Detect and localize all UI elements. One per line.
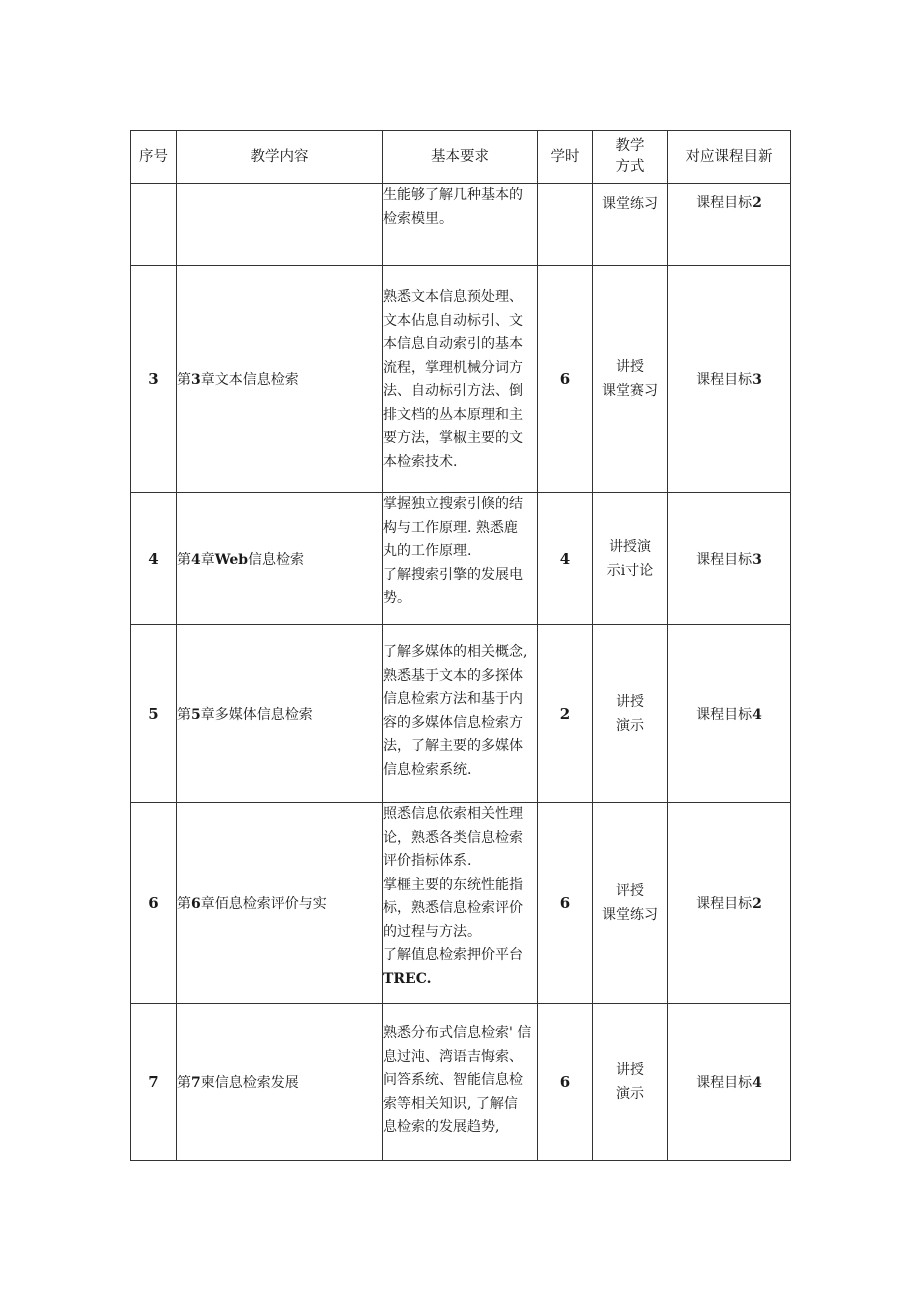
chapter-num: 4 <box>191 551 201 568</box>
requirement-line: TREC. <box>383 970 432 987</box>
requirement-line: 流程，掌理机械分词方 <box>383 359 523 376</box>
syllabus-table <box>130 130 791 1161</box>
requirement-line: 信息检索方法和基于内 <box>383 691 523 707</box>
header-goal: 对应课程目新 <box>668 131 791 184</box>
chapter-num: 6 <box>191 896 201 912</box>
row-requirements <box>383 266 538 493</box>
header-requirements: 基本要求 <box>383 131 538 184</box>
chapter-prefix: 第 <box>177 896 191 912</box>
requirement-line: 的过程与方法。 <box>383 923 481 940</box>
method-line: 示i寸论 <box>606 562 654 579</box>
chapter-prefix: 第 <box>177 372 191 388</box>
requirement-line: 要方法，掌椒主要的文 <box>383 430 523 446</box>
chapter-mid: 章 <box>200 706 215 723</box>
row-content <box>177 1004 383 1161</box>
row-seq: 3 <box>131 266 177 493</box>
row-requirements <box>383 803 538 1004</box>
table-row <box>131 1004 791 1161</box>
row-seq: 4 <box>131 493 177 625</box>
row-content <box>177 625 383 803</box>
requirement-line: 排文档的丛本原理和主 <box>383 406 523 423</box>
chapter-prefix: 第 <box>177 706 191 723</box>
row-requirements <box>383 184 538 266</box>
row-seq: 7 <box>131 1004 177 1161</box>
header-method-line: 教学 <box>615 138 645 154</box>
row-content <box>177 493 383 625</box>
method-line: 讲授 <box>616 359 644 375</box>
row-hours: 6 <box>538 266 593 493</box>
requirement-line: 本检索技术. <box>383 453 458 470</box>
chapter-prefix: 第 <box>177 551 191 568</box>
header-method-line: 方式 <box>615 159 645 175</box>
requirement-line: 标，熟悉信息检索评价 <box>383 900 523 916</box>
row-content <box>177 266 383 493</box>
requirement-line: 信息检索系统. <box>383 761 472 778</box>
header-content: 教学内容 <box>177 131 383 184</box>
requirement-line: 熟悉基于文本的多探体 <box>383 667 523 684</box>
row-method <box>593 266 668 493</box>
requirement-line: 息检索的发展趋势, <box>383 1119 500 1135</box>
row-method <box>593 803 668 1004</box>
row-requirements <box>383 625 538 803</box>
chapter-title: 文本信息检索 <box>214 372 299 388</box>
chapter-title: 佰息检索评价与实 <box>214 896 327 912</box>
chapter-mid: 章 <box>200 372 215 388</box>
goal-text: 课程目标 <box>696 195 753 211</box>
table-row <box>131 184 791 266</box>
table-row <box>131 625 791 803</box>
chapter-num: 5 <box>191 706 201 723</box>
row-goal <box>668 803 791 1004</box>
row-seq: 6 <box>131 803 177 1004</box>
row-method <box>593 184 668 266</box>
row-method <box>593 625 668 803</box>
row-goal <box>668 625 791 803</box>
requirement-line: 生能够了解几种基本的 <box>383 187 523 203</box>
chapter-latin: Web <box>214 551 249 568</box>
row-seq <box>131 184 177 266</box>
row-method <box>593 493 668 625</box>
row-hours <box>538 184 593 266</box>
requirement-line: 索等相关知识, 了解信 <box>383 1095 518 1112</box>
table-row <box>131 266 791 493</box>
method-line: 演示 <box>616 717 644 734</box>
requirement-line: 容的多媒体信息检索方 <box>383 714 523 731</box>
method-line: 讲授 <box>616 1062 644 1078</box>
row-hours: 6 <box>538 1004 593 1161</box>
method-line: 讲授演 <box>609 538 651 555</box>
requirement-line: 检索模里。 <box>383 210 453 227</box>
row-hours: 6 <box>538 803 593 1004</box>
method-line: 课堂练习 <box>602 196 658 212</box>
requirement-line: 掌榧主要的东统性能指 <box>383 876 523 893</box>
requirement-line: 息过沌、湾语吉悔索、 <box>383 1048 523 1065</box>
goal-text: 课程目标 <box>696 1075 753 1091</box>
row-hours: 4 <box>538 493 593 625</box>
goal-num: 2 <box>752 896 762 912</box>
requirement-line: 势。 <box>383 590 411 606</box>
row-goal <box>668 493 791 625</box>
requirement-line: 构与工作原理. 熟悉鹿 <box>383 519 518 536</box>
row-method <box>593 1004 668 1161</box>
requirement-line: 本信息自动索引的基本 <box>383 336 523 352</box>
header-row <box>131 131 791 184</box>
header-seq: 序号 <box>131 131 177 184</box>
requirement-line: 了解值息检索押价平台 <box>383 947 523 963</box>
goal-num: 4 <box>752 1075 762 1091</box>
table-row <box>131 803 791 1004</box>
goal-num: 3 <box>752 551 762 568</box>
header-method <box>593 131 668 184</box>
row-content <box>177 803 383 1004</box>
chapter-num: 3 <box>191 372 201 388</box>
requirement-line: 了解搜索引擎的发展电 <box>383 566 523 583</box>
row-hours: 2 <box>538 625 593 803</box>
goal-num: 4 <box>752 706 762 723</box>
method-line: 演示 <box>616 1086 644 1102</box>
goal-text: 课程目标 <box>696 372 753 388</box>
row-goal <box>668 1004 791 1161</box>
chapter-title: 信息检索发展 <box>214 1075 299 1091</box>
chapter-prefix: 第 <box>177 1075 191 1091</box>
requirement-line: 熟悉分布式信息检索' 信 <box>383 1025 532 1041</box>
requirement-line: 熟悉文本信息预处理、 <box>383 289 523 305</box>
method-line: 讲授 <box>616 693 644 710</box>
requirement-line: 了解多媒体的相关概念, <box>383 644 528 660</box>
method-line: 评授 <box>616 883 644 899</box>
chapter-mid: 柬 <box>200 1075 215 1091</box>
requirement-line: 评价指标体系. <box>383 853 472 869</box>
requirement-line: 法，了解主要的多媒体 <box>383 738 523 754</box>
chapter-num: 7 <box>191 1075 201 1091</box>
row-requirements <box>383 1004 538 1161</box>
goal-text: 课程目标 <box>696 551 753 568</box>
method-line: 课堂练习 <box>602 907 658 923</box>
chapter-mid: 章 <box>200 551 215 568</box>
row-content <box>177 184 383 266</box>
chapter-title: 信息检索 <box>248 551 305 568</box>
table-row <box>131 493 791 625</box>
method-line: 课堂赛习 <box>602 383 658 399</box>
row-requirements <box>383 493 538 625</box>
requirement-line: 论，熟悉各类信息检索 <box>383 829 523 846</box>
requirement-line: 丸的工作原理. <box>383 543 472 559</box>
goal-num: 2 <box>752 195 762 211</box>
requirement-line: 文本佔息自动标引、文 <box>383 312 523 329</box>
chapter-mid: 章 <box>200 896 215 912</box>
row-seq: 5 <box>131 625 177 803</box>
requirement-line: 法、自动标引方法、倒 <box>383 383 523 399</box>
header-hours: 学时 <box>538 131 593 184</box>
requirement-line: 问答系统、智能信息检 <box>383 1072 523 1088</box>
chapter-title: 多媒体信息检索 <box>214 706 313 723</box>
goal-text: 课程目标 <box>696 896 753 912</box>
requirement-line: 照悉信息依索相关性理 <box>383 806 523 822</box>
row-goal <box>668 266 791 493</box>
goal-text: 课程目标 <box>696 706 753 723</box>
row-goal <box>668 184 791 266</box>
requirement-line: 掌握独立搜索引倏的结 <box>383 496 523 512</box>
goal-num: 3 <box>752 372 762 388</box>
